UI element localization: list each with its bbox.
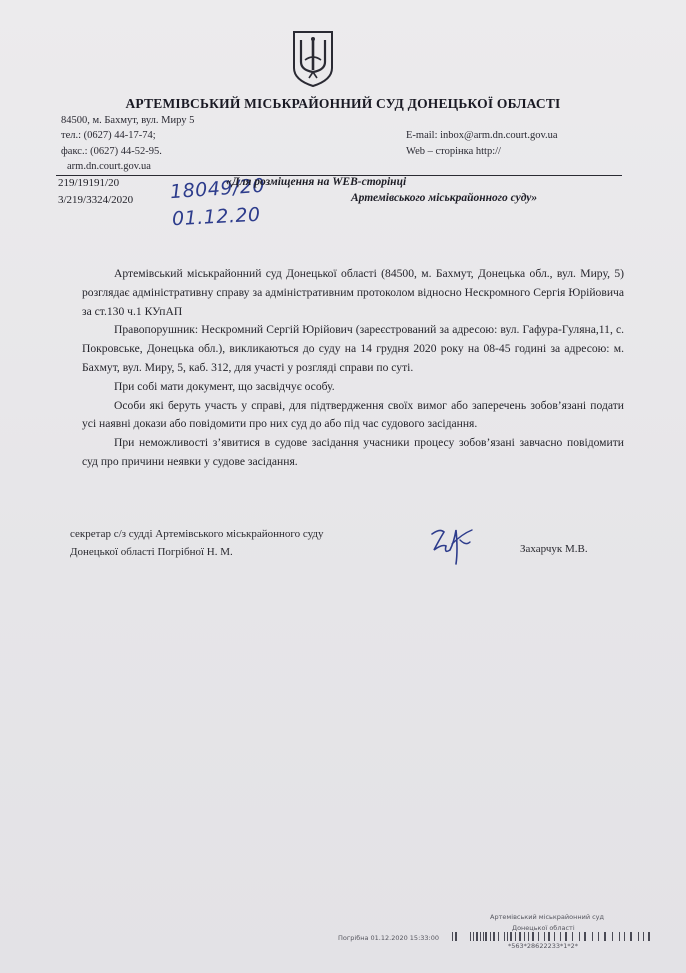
stamp-line-3: Погрібна 01.12.2020 15:33:00	[338, 934, 439, 942]
court-email: E-mail: inbox@arm.dn.court.gov.ua	[406, 130, 558, 141]
body-paragraph-2: Правопорушник: Нескромний Сергій Юрійович (зареєстрований за адресою: вул. Гафура-Гуляна,11, с. Покровське, Донецька обл.), викликаються до суду на 14 грудня 2020 року на 08-45 годині за адресою: м. Бахмут, вул. Миру, 5, каб. 312, для участі у розгляді справи по суті.	[82, 323, 624, 374]
signoff-block	[70, 526, 324, 561]
court-title: АРТЕМІВСЬКИЙ МІСЬКРАЙОННИЙ СУД ДОНЕЦЬКОЇ ОБЛАСТІ	[125, 96, 561, 111]
body-paragraph-5: При неможливості з’явитися в судове засідання учасники процесу зобов’язані завчасно повідомити суд про причини неявки у судове засідання.	[82, 436, 624, 468]
court-address: 84500, м. Бахмут, вул. Миру 5	[61, 115, 195, 126]
barcode-icon	[452, 932, 652, 941]
body-paragraph-3: При собі мати документ, що засвідчує особу.	[114, 379, 335, 393]
case-ref-2: 3/219/3324/2020	[58, 194, 134, 206]
court-fax: факс.: (0627) 44-52-95.	[61, 146, 162, 157]
signatory-name: Захарчук М.В.	[520, 543, 588, 555]
stamp-code: *563*28622233*1*2*	[508, 942, 579, 950]
stamp-line-2: Донецької області	[512, 924, 575, 932]
court-site: arm.dn.court.gov.ua	[67, 161, 151, 172]
signoff-line-2: Донецької області Погрібної Н. М.	[70, 545, 233, 558]
handwritten-reg-number: 18049/20	[169, 174, 266, 204]
body-paragraph-4: Особи які беруть участь у справі, для підтвердження своїх вимог або заперечень зобов’язані подати усі наявні докази або повідомити про них суд до або під час судового засідання.	[82, 398, 624, 431]
signoff-line-1: секретар с/з судді Артемівського міськрайонного суду	[70, 528, 324, 540]
destination-line-2: Артемівського міськрайонного суду»	[351, 192, 538, 204]
stamp-line-1: Артемівський міськрайонний суд	[490, 913, 605, 921]
case-ref-1: 219/19191/20	[58, 177, 120, 189]
court-web: Web – сторінка http://	[406, 146, 501, 157]
trident-icon	[291, 30, 335, 88]
court-phone: тел.: (0627) 44-17-74;	[61, 130, 156, 141]
body-paragraph-1: Артемівський міськрайонний суд Донецької області (84500, м. Бахмут, Донецька обл., вул. Миру, 5) розглядає адміністративну справу за адміністративним протоколом відносно Нескромного Сергія Юрійовича за ст.130 ч.1 КУпАП	[82, 267, 624, 318]
destination-line-1: «Для розміщення на WEB-сторінці	[226, 176, 407, 188]
handwritten-reg-date: 01.12.20	[171, 203, 262, 231]
signature-icon	[426, 520, 478, 568]
notice-body	[82, 265, 624, 472]
